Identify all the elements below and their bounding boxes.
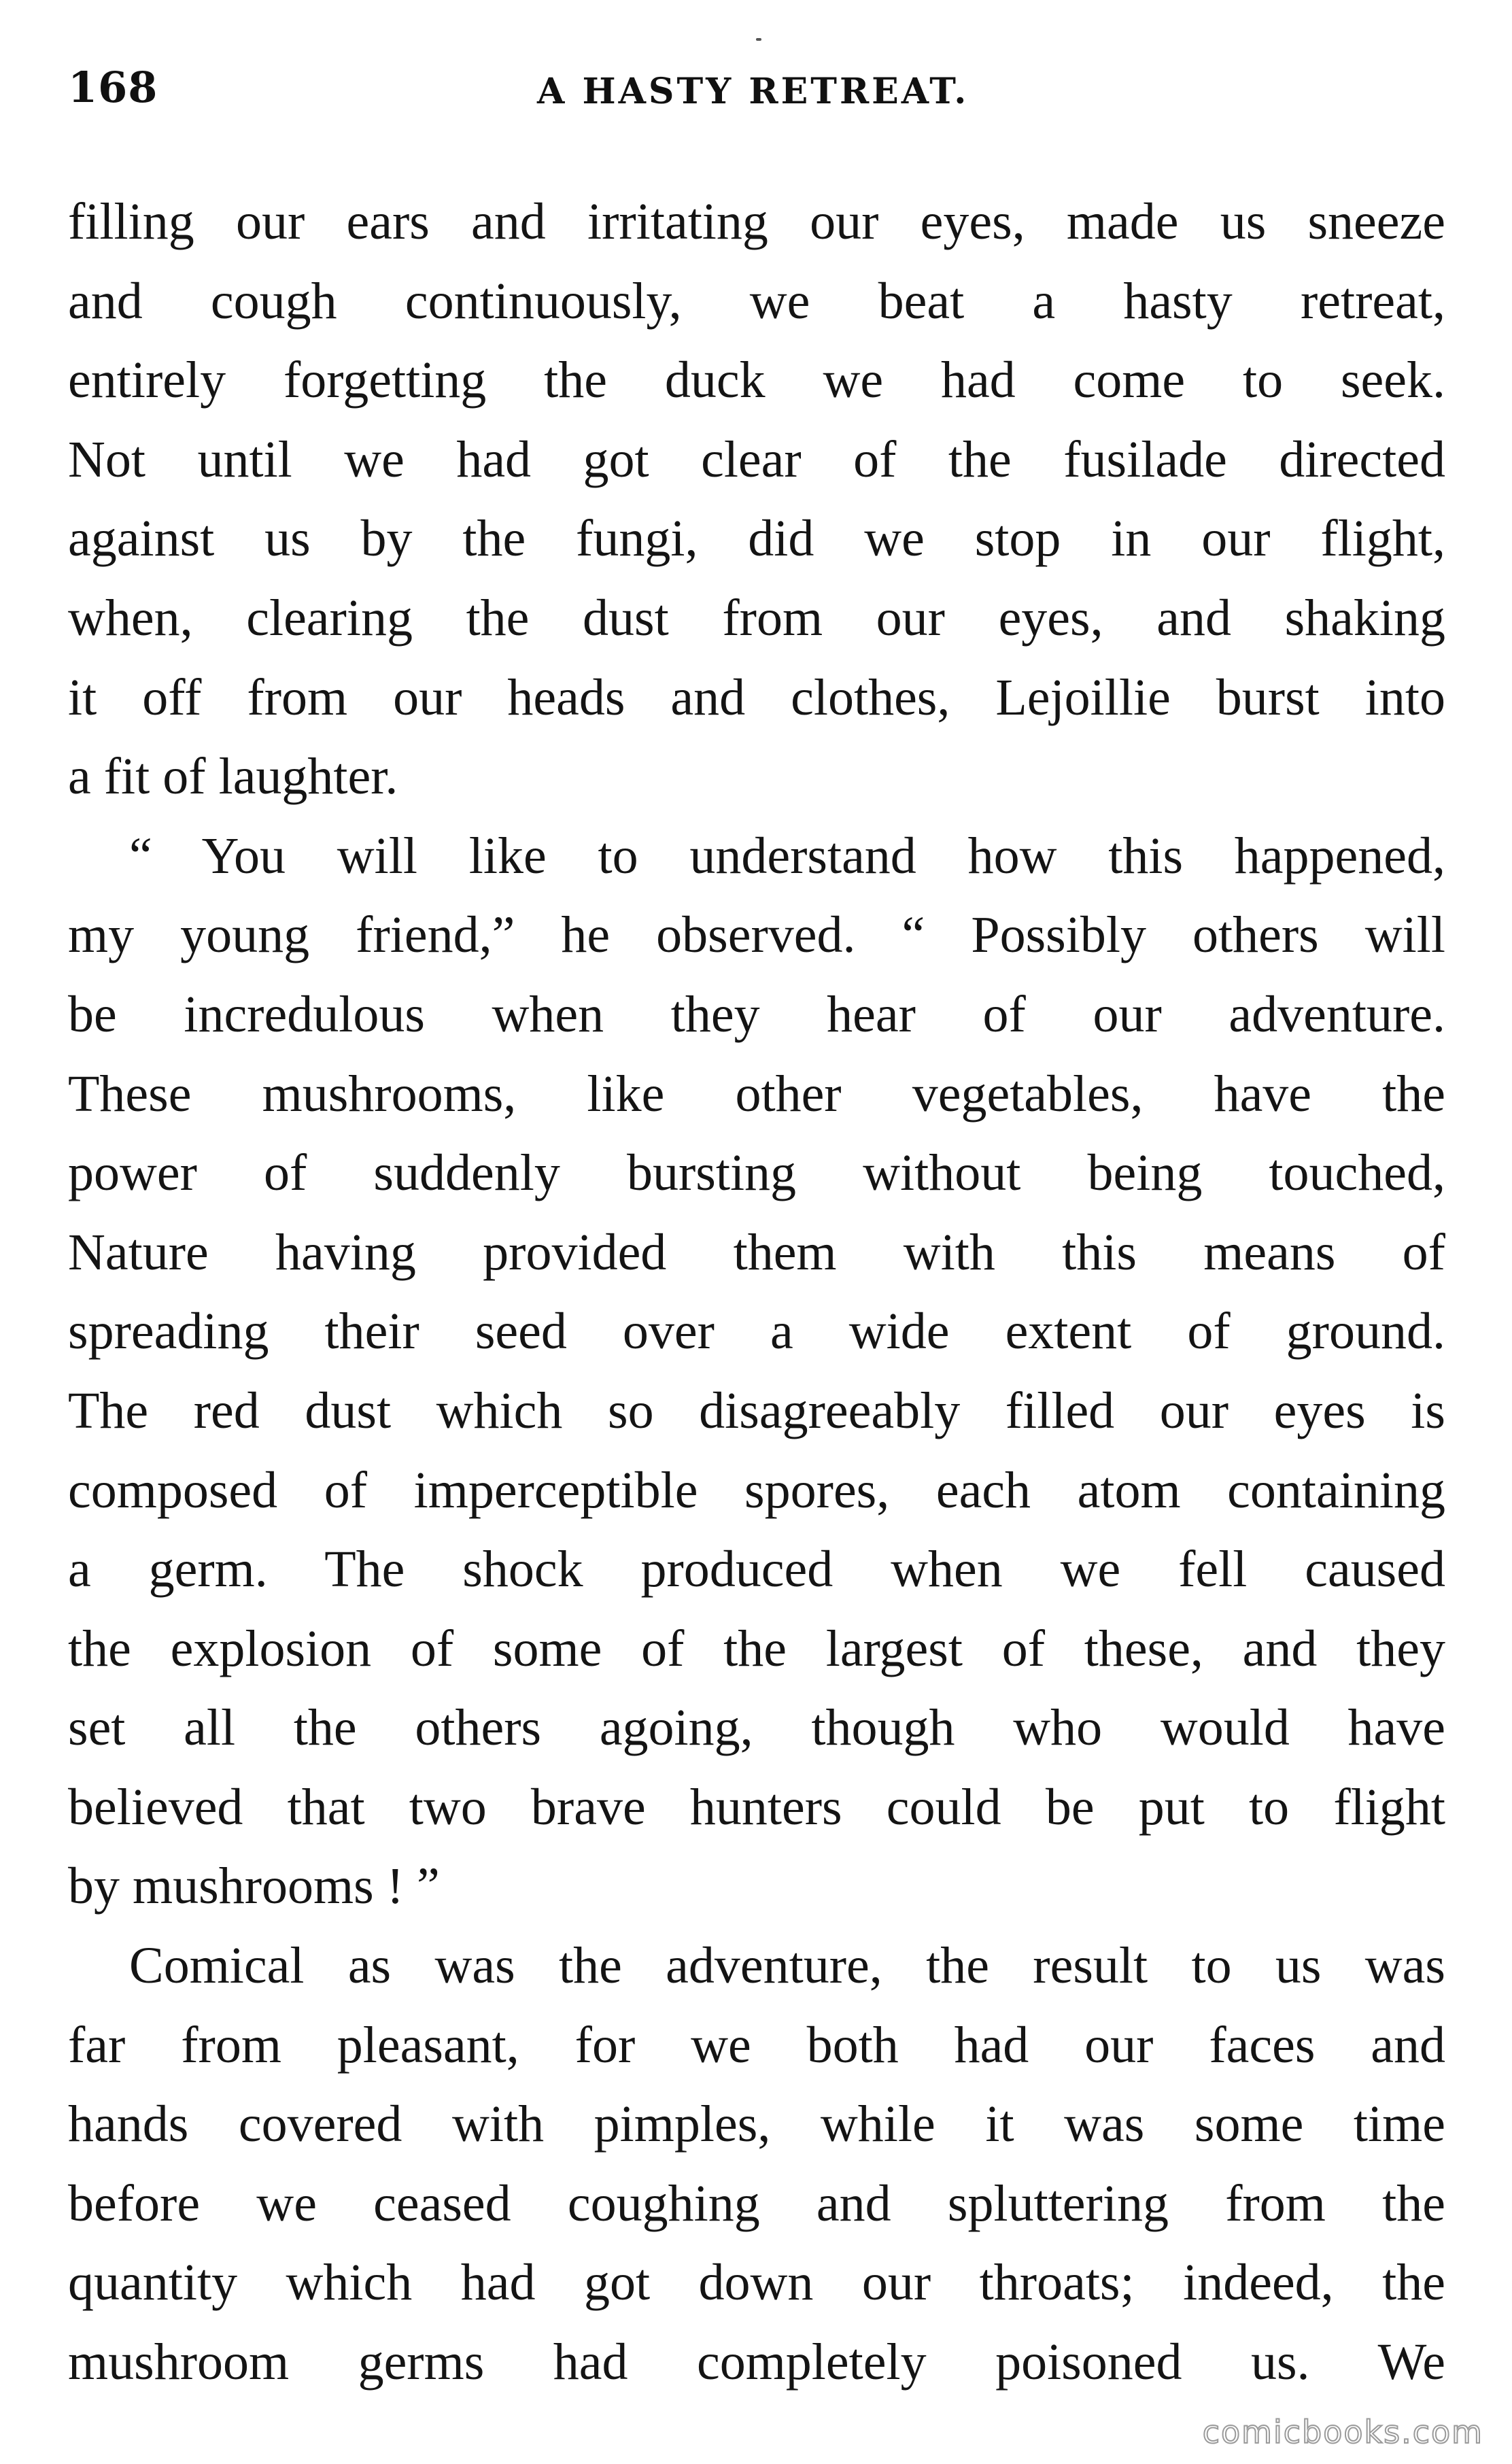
text-line: Not until we had got clear of the fusilade directed bbox=[68, 430, 1445, 488]
running-head: A HASTY RETREAT. bbox=[537, 71, 969, 112]
page-header bbox=[68, 63, 1455, 124]
text-line: Nature having provided them with this means of bbox=[68, 1223, 1445, 1281]
text-line: before we ceased coughing and spluttering from the bbox=[68, 2174, 1445, 2232]
paragraph-3 bbox=[68, 1926, 1445, 2402]
text-line: set all the others agoing, though who would have bbox=[68, 1699, 1445, 1757]
text-line: Comical as was the adventure, the result to us was bbox=[129, 1937, 1445, 1995]
paragraph-1 bbox=[68, 182, 1445, 817]
text-line: composed of imperceptible spores, each atom containing bbox=[68, 1461, 1445, 1519]
print-speck bbox=[756, 38, 761, 41]
text-line: The red dust which so disagreeably filled our eyes is bbox=[68, 1382, 1445, 1439]
text-line: hands covered with pimples, while it was some time bbox=[68, 2095, 1445, 2153]
text-line: quantity which had got down our throats; indeed, the bbox=[68, 2254, 1445, 2312]
text-line: against us by the fungi, did we stop in our flight, bbox=[68, 510, 1445, 568]
text-line: when, clearing the dust from our eyes, and shaking bbox=[68, 589, 1445, 647]
body-text bbox=[68, 182, 1445, 2402]
text-line: the explosion of some of the largest of these, and they bbox=[68, 1620, 1445, 1677]
text-line: it off from our heads and clothes, Lejoillie burst into bbox=[68, 668, 1445, 726]
text-line: spreading their seed over a wide extent of ground. bbox=[68, 1303, 1445, 1361]
text-line: a germ. The shock produced when we fell caused bbox=[68, 1541, 1445, 1598]
page-number: 168 bbox=[68, 63, 158, 112]
text-line: filling our ears and irritating our eyes, made us sneeze bbox=[68, 193, 1445, 250]
text-line: power of suddenly bursting without being touched, bbox=[68, 1144, 1445, 1202]
text-line: These mushrooms, like other vegetables, have the bbox=[68, 1065, 1445, 1123]
text-line: and cough continuously, we beat a hasty retreat, bbox=[68, 272, 1445, 330]
text-line: believed that two brave hunters could be put to flight bbox=[68, 1778, 1445, 1836]
text-line: far from pleasant, for we both had our faces and bbox=[68, 2016, 1445, 2074]
text-line: “ You will like to understand how this happened, bbox=[129, 827, 1445, 885]
text-line: my young friend,” he observed. “ Possibly others will bbox=[68, 906, 1445, 964]
paragraph-2 bbox=[68, 817, 1445, 1926]
text-line: by mushrooms ! ” bbox=[68, 1858, 440, 1915]
text-line: be incredulous when they hear of our adventure. bbox=[68, 985, 1445, 1043]
text-line: mushroom germs had completely poisoned us. We bbox=[68, 2333, 1445, 2391]
site-watermark: comicbooks.com bbox=[1202, 2414, 1483, 2450]
text-line: entirely forgetting the duck we had come to seek. bbox=[68, 352, 1445, 409]
text-line: a fit of laughter. bbox=[68, 748, 398, 806]
